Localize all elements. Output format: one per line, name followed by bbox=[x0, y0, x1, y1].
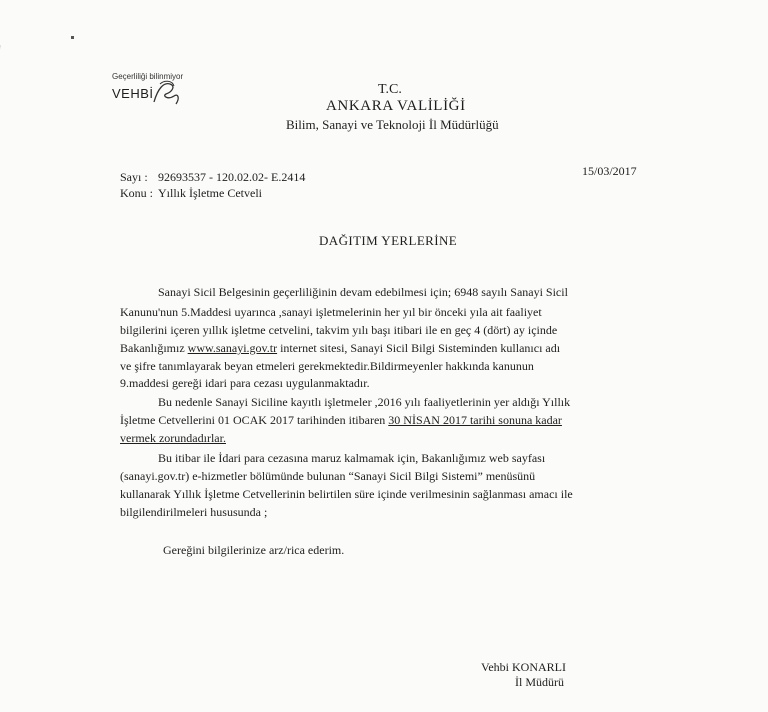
sayi-label: Sayı : bbox=[120, 170, 148, 184]
closing-line: Gereğini bilgilerinize arz/rica ederim. bbox=[163, 543, 345, 557]
sayi-value: 92693537 - 120.02.02- E.2414 bbox=[158, 170, 306, 184]
stamp-name: VEHBİ bbox=[112, 86, 154, 101]
body-text: İşletme Cetvellerini 01 OCAK 2017 tarihinden itibaren bbox=[120, 413, 389, 427]
body-line: Bu itibar ile İdari para cezasına maruz kalmamak için, Bakanlığımız web sayfası bbox=[158, 451, 546, 465]
header-directorate: Bilim, Sanayi ve Teknoloji İl Müdürlüğü bbox=[286, 117, 499, 132]
deadline-text: 30 NİSAN 2017 tarihi sonuna kadar bbox=[388, 413, 562, 427]
header-tc: T.C. bbox=[378, 82, 402, 97]
body-line: Bu nedenle Sanayi Siciline kayıtlı işletmeler ,2016 yılı faaliyetlerinin yer aldığı Yıllık bbox=[158, 395, 571, 409]
document-date: 15/03/2017 bbox=[582, 164, 637, 178]
konu-label: Konu : bbox=[120, 186, 153, 200]
scan-edge-line bbox=[0, 45, 1, 172]
stamp-validity-label: Geçerliliği bilinmiyor bbox=[112, 72, 184, 81]
body-line: Sanayi Sicil Belgesinin geçerliliğinin devam edebilmesi için; 6948 sayılı Sanayi Sicil bbox=[158, 285, 568, 299]
header-governorship: ANKARA VALİLİĞİ bbox=[326, 98, 466, 114]
signatory-title: İl Müdürü bbox=[515, 675, 564, 689]
obligation-text: vermek zorundadırlar. bbox=[120, 431, 226, 445]
body-line bbox=[120, 341, 560, 356]
body-line bbox=[120, 413, 562, 428]
scan-dust-mark bbox=[71, 36, 74, 39]
body-line: bilgilerini içeren yıllık işletme cetvelini, takvim yılı başı itibari ile en geç 4 (dört) ay içinde bbox=[120, 323, 558, 337]
body-text: Bakanlığımız bbox=[120, 341, 188, 355]
body-line: ve şifre tanımlayarak beyan etmeleri gerekmektedir.Bildirmeyenler hakkında kanunun bbox=[120, 359, 534, 373]
body-line: (sanayi.gov.tr) e-hizmetler bölümünde bulunan “Sanayi Sicil Bilgi Sistemi” menüsünü bbox=[120, 469, 536, 483]
body-text: internet sitesi, Sanayi Sicil Bilgi Sisteminden kullanıcı adı bbox=[277, 341, 561, 355]
signatory-name: Vehbi KONARLI bbox=[481, 660, 566, 674]
body-line: Kanunu'nun 5.Maddesi uyarınca ,sanayi işletmelerinin her yıl bir önceki yıla ait faaliyet bbox=[120, 305, 542, 319]
konu-value: Yıllık İşletme Cetveli bbox=[158, 186, 262, 200]
signature-scribble-icon bbox=[150, 78, 184, 108]
distribution-heading: DAĞITIM YERLERİNE bbox=[319, 233, 458, 248]
body-line: kullanarak Yıllık İşletme Cetvellerinin belirtilen süre içinde verilmesinin sağlanması amacı ile bbox=[120, 487, 573, 501]
website-link[interactable]: www.sanayi.gov.tr bbox=[187, 341, 278, 355]
body-line: bilgilendirilmeleri hususunda ; bbox=[120, 505, 268, 519]
body-line: 9.maddesi gereği idari para cezası uygulanmaktadır. bbox=[120, 376, 370, 390]
